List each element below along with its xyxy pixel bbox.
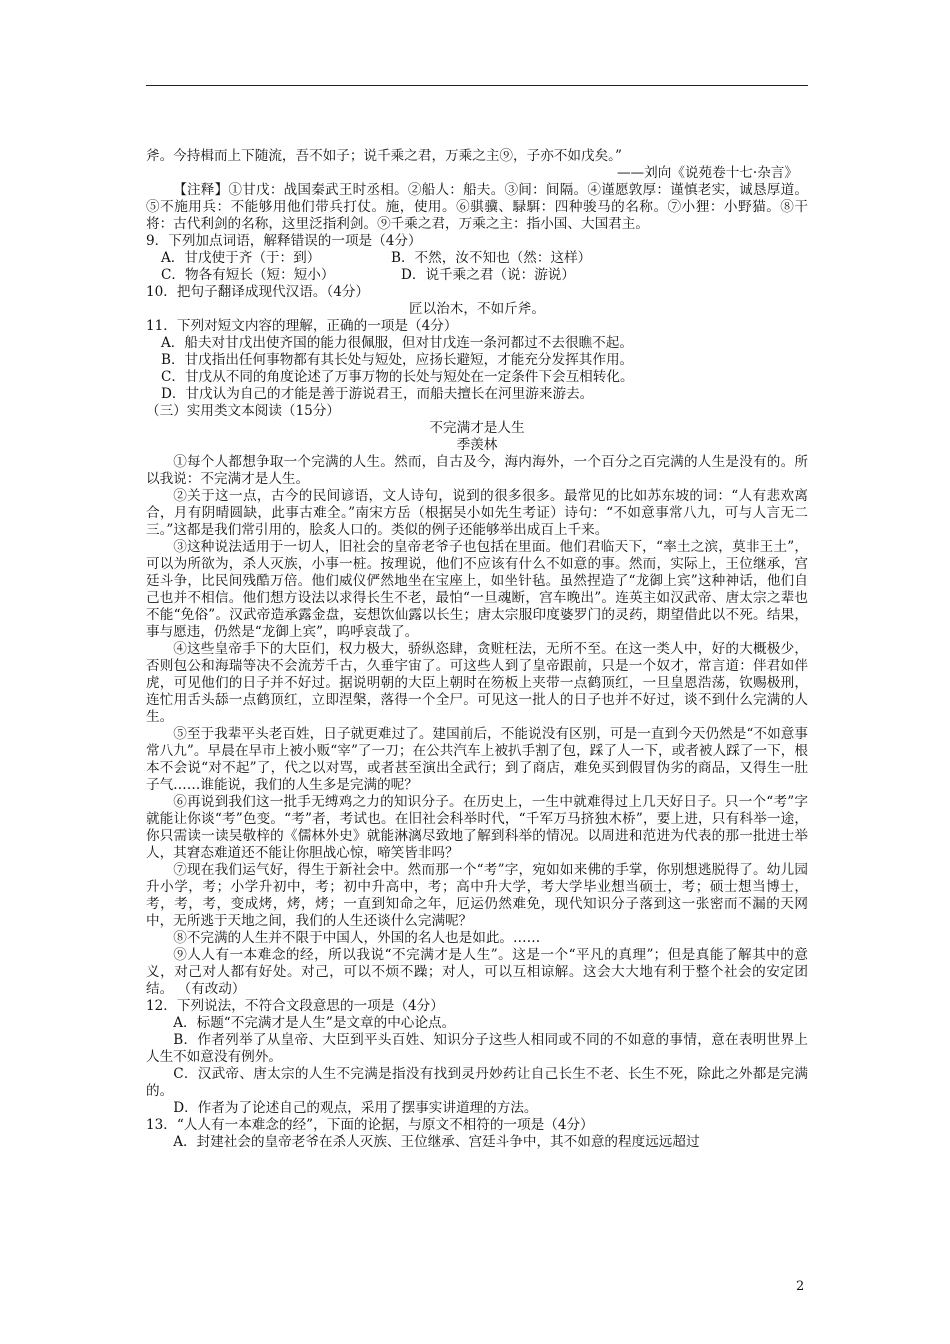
section-3-heading: （三）实用类文本阅读（15分） [146, 403, 341, 419]
question-9-option-c: C．物各有短长（短：短小） [160, 267, 335, 283]
question-10-sentence: 匠以治木，不如斤斧。 [409, 301, 545, 317]
annotation-notes: 【注释】①甘戊：战国秦武王时丞相。②船人：船夫。③间：间隔。④谨愿敦厚：谨慎老实，诚恳厚道。⑤不施用兵：不能够用他们带兵打仗。施，使用。⑥骐骥、騄駬：四种骏马的名称。⑦小狸：小野猫。⑧干将：古代利剑的名称，这里泛指利剑。⑨千乘之君，万乘之主：指小国、大国君主。 [146, 182, 808, 232]
article-paragraph: ①每个人都想争取一个完满的人生。然而，自古及今，海内海外，一个百分之百完满的人生是没有的。所以我说：不完满才是人生。 [146, 454, 808, 487]
question-11-stem: 11．下列对短文内容的理解，正确的一项是（4分） [146, 318, 458, 334]
article-paragraph: ④这些皇帝手下的大臣们，权力极大，骄纵恣肆，贪赃枉法，无所不至。在这一类人中，好的大概极少，否则包公和海瑞等决不会流芳千古，久垂宇宙了。可这些人到了皇帝跟前，只是一个奴才，常言道：伴君如伴虎，可见他们的日子并不好过。据说明朝的大臣上朝时在笏板上夹带一点鹤顶红，一旦皇恩浩荡，钦赐极刑，连忙用舌头舔一点鹤顶红，立即涅槃，落得一个全尸。可见这一批人的日子也并不好过，谈不到什么完满的人生。 [146, 641, 808, 725]
question-11-option-b: B．甘戊指出任何事物都有其长处与短处，应扬长避短，才能充分发挥其作用。 [160, 352, 634, 368]
passage-end-line: 斧。今持楫而上下随流，吾不如子；说千乘之君，万乘之主⑨，子亦不如戊矣。” [146, 148, 622, 164]
question-12-option-b: B．作者列举了从皇帝、大臣到平头百姓、知识分子这些人相同或不同的不如意的事情，意在表明世界上人生不如意没有例外。 [146, 1032, 808, 1065]
question-12-stem: 12．下列说法，不符合文段意思的一项是（4分） [146, 998, 444, 1014]
question-9-option-b: B．不然，汝不知也（然：这样） [390, 250, 592, 266]
passage-source: ——刘向《说苑卷十七·杂言》 [616, 165, 798, 181]
article-paragraph: ⑨人人有一本难念的经，所以我说“不完满才是人生”。这是一个“平凡的真理”；但是真能了解其中的意义，对己对人都有好处。对己，可以不烦不躁；对人，可以互相谅解。这会大大地有利于整个社会的安定团结。 （有改动） [146, 947, 808, 997]
article-title: 不完满才是人生 [429, 420, 525, 436]
question-9-option-d: D．说千乘之君（说：游说） [400, 267, 575, 283]
question-12-option-d: D．作者为了论述自己的观点，采用了摆事实讲道理的方法。 [173, 1100, 538, 1116]
question-12-option-a: A．标题“不完满才是人生”是文章的中心论点。 [173, 1015, 456, 1031]
question-11-option-d: D．甘戊认为自己的才能是善于游说君王，而船夫擅长在河里游来游去。 [160, 386, 594, 402]
article-paragraph: ⑧不完满的人生并不限于中国人，外国的名人也是如此。…… [173, 930, 541, 946]
question-9-options-row-1 [146, 250, 808, 267]
page-number: 2 [796, 1279, 805, 1294]
article-paragraph: ③这种说法适用于一切人，旧社会的皇帝老爷子也包括在里面。他们君临天下，“率土之滨，莫非王土”，可以为所欲为，杀人灭族，小事一桩。按理说，他们不应该有什么不如意的事。然而，实际上，王位继承，宫廷斗争，比民间残酷万倍。他们威仪俨然地坐在宝座上，如坐针毡。虽然捏造了“龙御上宾”这种神话，他们自己也并不相信。他们想方设法以求得长生不老，最怕“一旦魂断，宫车晚出”。连英主如汉武帝、唐太宗之辈也不能“免俗”。汉武帝造承露金盘，妄想饮仙露以长生；唐太宗服印度婆罗门的灵药，期望借此以不死。结果，事与愿违，仍然是“龙御上宾”，呜呼哀哉了。 [146, 539, 808, 640]
question-9-option-a: A．甘戊使于齐（于：到） [160, 250, 321, 266]
article-author: 季羡林 [456, 437, 498, 453]
question-9-options-row-2 [146, 267, 808, 284]
header-rule [146, 85, 808, 86]
page-content [146, 148, 808, 1151]
article-paragraph: ⑥再说到我们这一批手无缚鸡之力的知识分子。在历史上，一生中就难得过上几天好日子。只一个“考”字就能让你谈“考”色变。“考”者，考试也。在旧社会科举时代，“千军万马挤独木桥”，要上进，只有科举一途，你只需读一读吴敬梓的《儒林外史》就能淋漓尽致地了解到科举的情况。以周进和范进为代表的那一批进士举人，其窘态难道还不能让你胆战心惊，啼笑皆非吗？ [146, 794, 808, 861]
question-13-option-a: A．封建社会的皇帝老爷在杀人灭族、王位继承、宫廷斗争中，其不如意的程度远远超过 [173, 1134, 700, 1150]
question-11-option-c: C．甘戊从不同的角度论述了万事万物的长处与短处在一定条件下会互相转化。 [160, 369, 634, 385]
article-paragraph: ⑤至于我辈平头老百姓，日子就更难过了。建国前后，不能说没有区别，可是一直到今天仍然是“不如意事常八九”。早晨在早市上被小贩“宰”了一刀；在公共汽车上被扒手割了包，踩了人一下，或者被人踩了一下，根本不会说“对不起”了，代之以对骂，或者甚至演出全武行；到了商店，难免买到假冒伪劣的商品，又得生一肚子气……谁能说，我们的人生多是完满的呢？ [146, 726, 808, 793]
question-11-option-a: A．船夫对甘戊出使齐国的能力很佩服，但对甘戊连一条河都过不去很瞧不起。 [160, 335, 633, 351]
article-paragraph: ⑦现在我们运气好，得生于新社会中。然而那一个“考”字，宛如如来佛的手掌，你别想逃脱得了。幼儿园升小学，考；小学升初中，考；初中升高中，考；高中升大学，考大学毕业想当硕士，考；硕士想当博士，考，考，考，变成烤，烤，烤；一直到知命之年，厄运仍然难免，现代知识分子落到这一张密而不漏的天网中，无所逃于天地之间，我们的人生还谈什么完满呢？ [146, 862, 808, 929]
question-10-stem: 10．把句子翻译成现代汉语。（4分） [146, 284, 370, 300]
article-paragraph: ②关于这一点，古今的民间谚语，文人诗句，说到的很多很多。最常见的比如苏东坡的词：“人有悲欢离合，月有阴晴圆缺，此事古难全。”南宋方岳（根据吴小如先生考证）诗句：“不如意事常八九，可与人言无二三。”这都是我们常引用的，脍炙人口的。类似的例子还能够举出成百上千来。 [146, 488, 808, 538]
question-12-option-c: C．汉武帝、唐太宗的人生不完满是指没有找到灵丹妙药让自己长生不老、长生不死，除此之外都是完满的。 [146, 1066, 808, 1099]
question-13-stem: 13．“人人有一本难念的经”，下面的论据，与原文不相符的一项是（4分） [146, 1117, 594, 1133]
question-9-stem: 9．下列加点词语，解释错误的一项是（4分） [146, 233, 422, 249]
